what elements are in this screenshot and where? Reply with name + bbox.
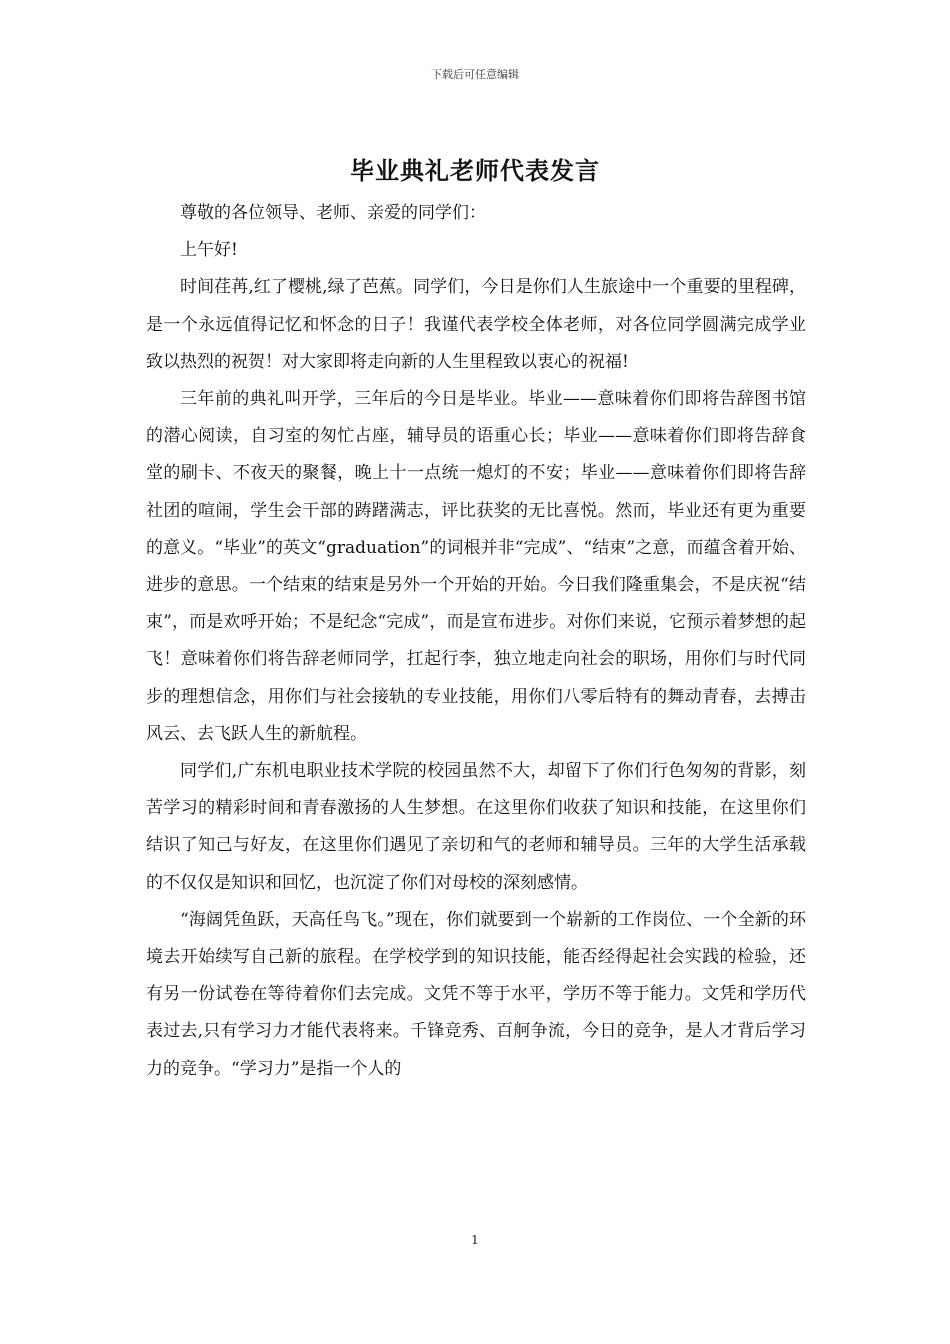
body-paragraph: 时间荏苒,红了樱桃,绿了芭蕉。同学们，今日是你们人生旅途中一个重要的里程碑，是一个永远值得记忆和怀念的日子！我谨代表学校全体老师，对各位同学圆满完成学业致以热烈的祝贺！对大家即将走向新的人生里程致以衷心的祝福! <box>146 277 806 372</box>
document-title: 毕业典礼老师代表发言 <box>350 156 600 185</box>
body-paragraph: 三年前的典礼叫开学，三年后的今日是毕业。毕业——意味着你们即将告辞图书馆的潜心阅读，自习室的匆忙占座，辅导员的语重心长；毕业——意味着你们即将告辞食堂的刷卡、不夜天的聚餐，晚上十一点统一熄灯的不安；毕业——意味着你们即将告辞社团的喧闹，学生会干部的踌躇满志，评比获奖的无比喜悦。然而，毕业还有更为重要的意义。“毕业”的英文“graduation”的词根并非“完成”、“结束”之意，而蕴含着开始、进步的意思。一个结束的结束是另外一个开始的开始。今日我们隆重集会，不是庆祝“结束”，而是欢呼开始；不是纪念“完成”，而是宣布进步。对你们来说，它预示着梦想的起飞！意味着你们将告辞老师同学，扛起行李，独立地走向社会的职场，用你们与时代同步的理想信念，用你们与社会接轨的专业技能，用你们八零后特有的舞动青春，去搏击风云、去飞跃人生的新航程。 <box>146 389 806 744</box>
body-paragraph: 同学们,广东机电职业技术学院的校园虽然不大，却留下了你们行色匆匆的背影，刻苦学习的精彩时间和青春激扬的人生梦想。在这里你们收获了知识和技能，在这里你们结识了知己与好友，在这里你们遇见了亲切和气的老师和辅导员。三年的大学生活承载的不仅仅是知识和回忆，也沉淀了你们对母校的深刻感情。 <box>146 761 806 893</box>
page-number: 1 <box>471 1233 479 1247</box>
document-body <box>146 195 806 1088</box>
body-paragraph: “海阔凭鱼跃，天高任鸟飞。”现在，你们就要到一个崭新的工作岗位、一个全新的环境去开始续写自己新的旅程。在学校学到的知识技能，能否经得起社会实践的检验，还有另一份试卷在等待着你们去完成。文凭不等于水平，学历不等于能力。文凭和学历代表过去,只有学习力才能代表将来。千锋竞秀、百舸争流，今日的竞争，是人才背后学习力的竞争。“学习力”是指一个人的 <box>146 909 806 1079</box>
greeting-paragraph: 上午好! <box>180 240 238 261</box>
page-header: 下载后可任意编辑 <box>431 68 519 81</box>
salutation-paragraph: 尊敬的各位领导、老师、亲爱的同学们： <box>180 203 486 223</box>
